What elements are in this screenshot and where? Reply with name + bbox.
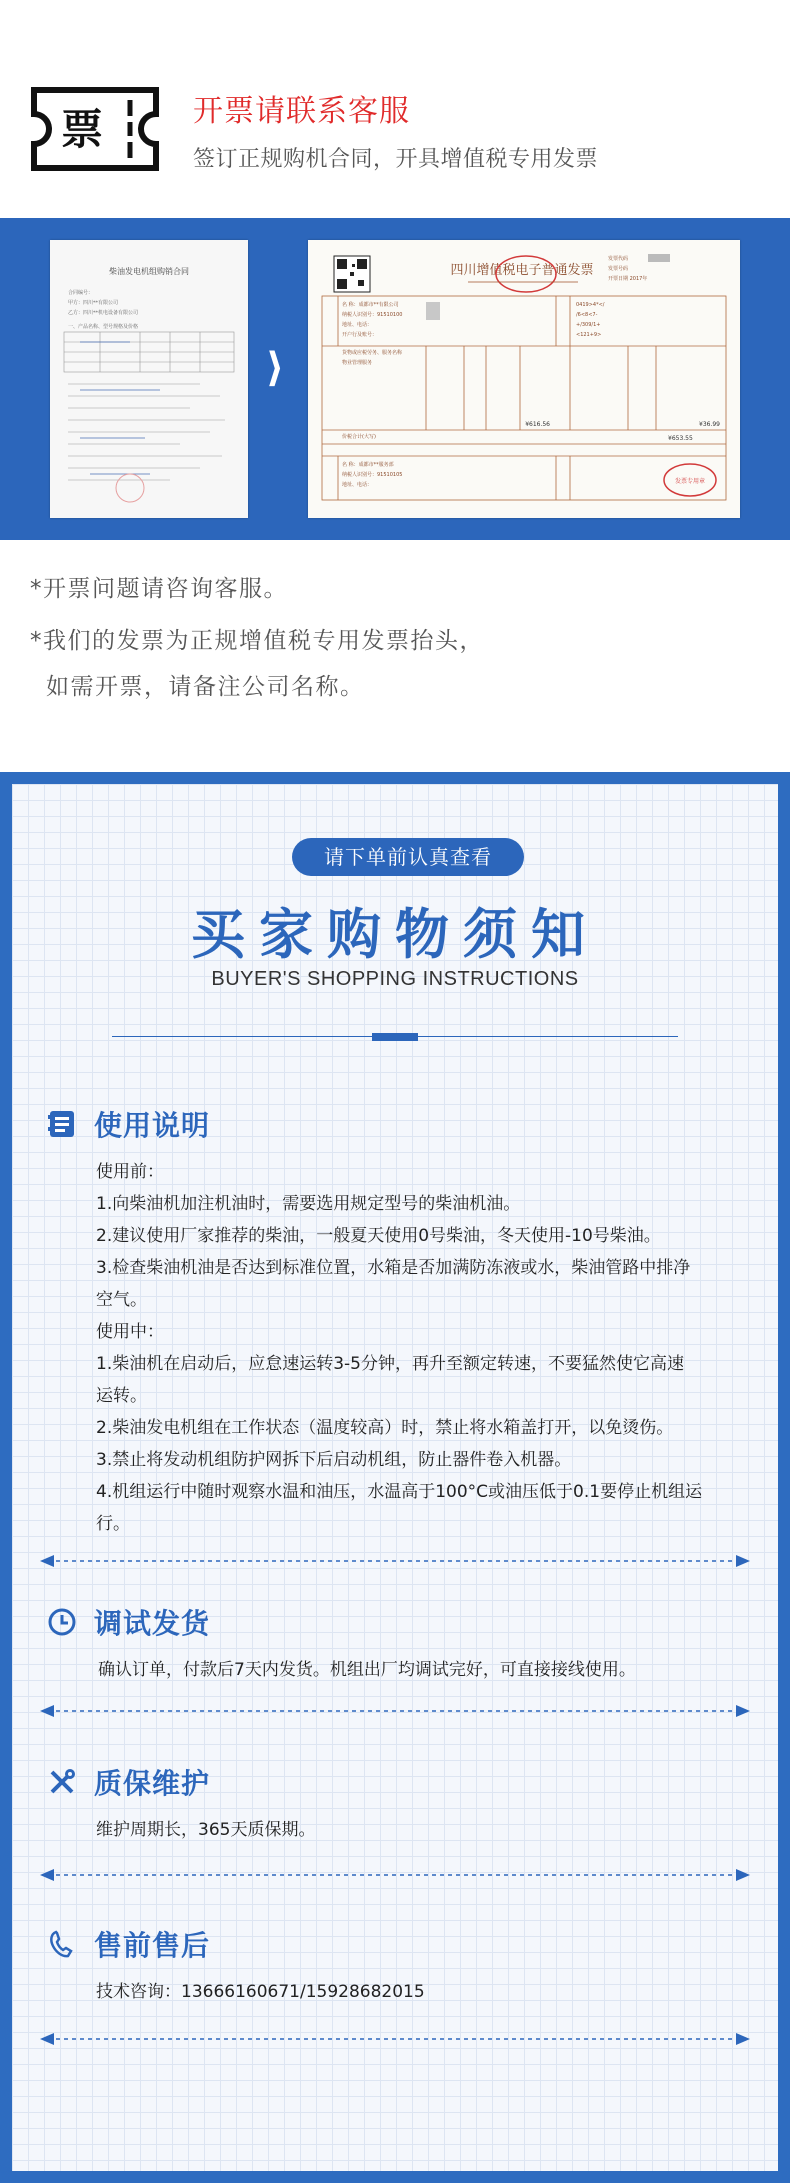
section-separator [40,1704,750,1718]
instructions-title: 买家购物须知 [191,903,599,966]
usage-line: 使用前： [96,1162,164,1182]
usage-section-header [46,1104,210,1144]
invoice-header [0,0,790,218]
invoice-subtitle: 签订正规购机合同，开具增值税专用发票 [193,147,599,172]
invoice-tax-total: ¥36.99 [699,421,720,428]
invoice-amount-total: ¥616.56 [525,421,550,428]
usage-line: 使用中： [96,1322,164,1342]
usage-line: 3.禁止将发动机组防护网拆下后启动机组，防止器件卷入机器。 [96,1450,572,1470]
invoice-stamp-text: 发票专用章 [674,478,706,485]
grid-panel [12,784,778,2171]
usage-line: 运转。 [96,1386,147,1406]
usage-line: 空气。 [96,1290,147,1310]
svg-text:纳税人识别号：91510100: 纳税人识别号：91510100 [342,312,403,318]
usage-line: 2.柴油发电机组在工作状态（温度较高）时，禁止将水箱盖打开，以免烫伤。 [96,1418,674,1438]
svg-text:0419>4*</: 0419>4*</ [576,302,605,308]
usage-line: 1.柴油机在启动后，应怠速运转3-5分钟，再升至额定转速，不要猛然使它高速 [96,1354,684,1374]
svg-text:发票号码: 发票号码 [608,266,629,272]
tools-icon [46,1766,78,1798]
usage-section-title: 使用说明 [94,1109,211,1142]
ticket-icon [30,86,160,172]
contract-document [50,240,248,518]
svg-text:开票日期 2017年: 开票日期 2017年 [608,276,648,282]
warranty-section-header [46,1762,210,1802]
divider-accent [372,1033,418,1041]
ticket-icon-char: 票 [60,105,104,154]
usage-line: 3.检查柴油机油是否达到标准位置，水箱是否加满防冻液或水，柴油管路中排净 [96,1258,691,1278]
contract-line: 乙方：四川**机电设备有限公司 [68,310,139,316]
shipping-text: 确认订单，付款后7天内发货。机组出厂均调试完好，可直接接线使用。 [98,1660,636,1680]
invoice-note-2: *我们的发票为正规增值税专用发票抬头， [30,628,484,654]
svg-text:发票代码: 发票代码 [608,256,629,262]
svg-text:地址、电话：: 地址、电话： [342,322,373,328]
svg-text:价税合计(大写): 价税合计(大写) [342,434,376,440]
invoice-title: 开票请联系客服 [193,94,410,129]
contract-title: 柴油发电机组购销合同 [109,267,189,276]
contract-line: 合同编号： [68,290,94,296]
warranty-section-title: 质保维护 [94,1767,211,1800]
contract-line: 甲方：四川**有限公司 [68,300,119,306]
svg-text:名 称：成都市**服务部: 名 称：成都市**服务部 [342,462,394,468]
usage-text [96,1156,746,1540]
usage-line: 行。 [96,1514,130,1534]
shopping-instructions-card [0,772,790,2183]
svg-text:/6<8<7-: /6<8<7- [576,312,598,318]
section-separator [40,2032,750,2046]
aftersales-section-header [46,1924,210,1964]
invoice-doc-title: 四川增值税电子普通发票 [450,263,594,278]
shipping-section-header [46,1602,210,1642]
usage-line: 4.机组运行中随时观察水温和油压，水温高于100°C或油压低于0.1要停止机组运 [96,1482,703,1502]
invoice-grand-total: ¥653.55 [668,435,693,442]
shipping-section-title: 调试发货 [94,1607,211,1640]
svg-text:物业管理服务: 物业管理服务 [342,360,373,366]
usage-line: 2.建议使用厂家推荐的柴油，一般夏天使用0号柴油，冬天使用-10号柴油。 [96,1226,661,1246]
read-before-order-badge: 请下单前认真查看 [292,838,524,876]
invoice-note-1: *开票问题请咨询客服。 [30,576,288,602]
chevron-right-icon: ⟩ [266,345,285,391]
tech-consult-text: 技术咨询：13666160671/15928682015 [96,1982,425,2002]
qr-code [334,256,370,292]
svg-text:货物或应税劳务、服务名称: 货物或应税劳务、服务名称 [342,350,403,356]
phone-icon [46,1928,78,1960]
invoice-document [308,240,740,518]
svg-text:名 称：成都市**有限公司: 名 称：成都市**有限公司 [342,302,399,308]
svg-text:+/309/1+: +/309/1+ [576,322,601,328]
warranty-text: 维护周期长，365天质保期。 [96,1820,316,1840]
svg-text:地址、电话：: 地址、电话： [342,482,373,488]
clock-icon [46,1606,78,1638]
invoice-note-3: 如需开票，请备注公司名称。 [46,674,365,700]
usage-line: 1.向柴油机加注机油时，需要选用规定型号的柴油机油。 [96,1194,521,1214]
svg-text:开户行及账号：: 开户行及账号： [342,332,378,338]
manual-book-icon [46,1108,78,1140]
contract-line: 一、产品名称、型号规格及价格 [68,324,139,330]
svg-text:纳税人识别号：91510105: 纳税人识别号：91510105 [342,472,403,478]
section-separator [40,1554,750,1568]
aftersales-section-title: 售前售后 [94,1929,211,1962]
instructions-title-en: BUYER'S SHOPPING INSTRUCTIONS [211,968,579,990]
section-separator [40,1868,750,1882]
svg-text:<121+9>: <121+9> [576,332,602,338]
